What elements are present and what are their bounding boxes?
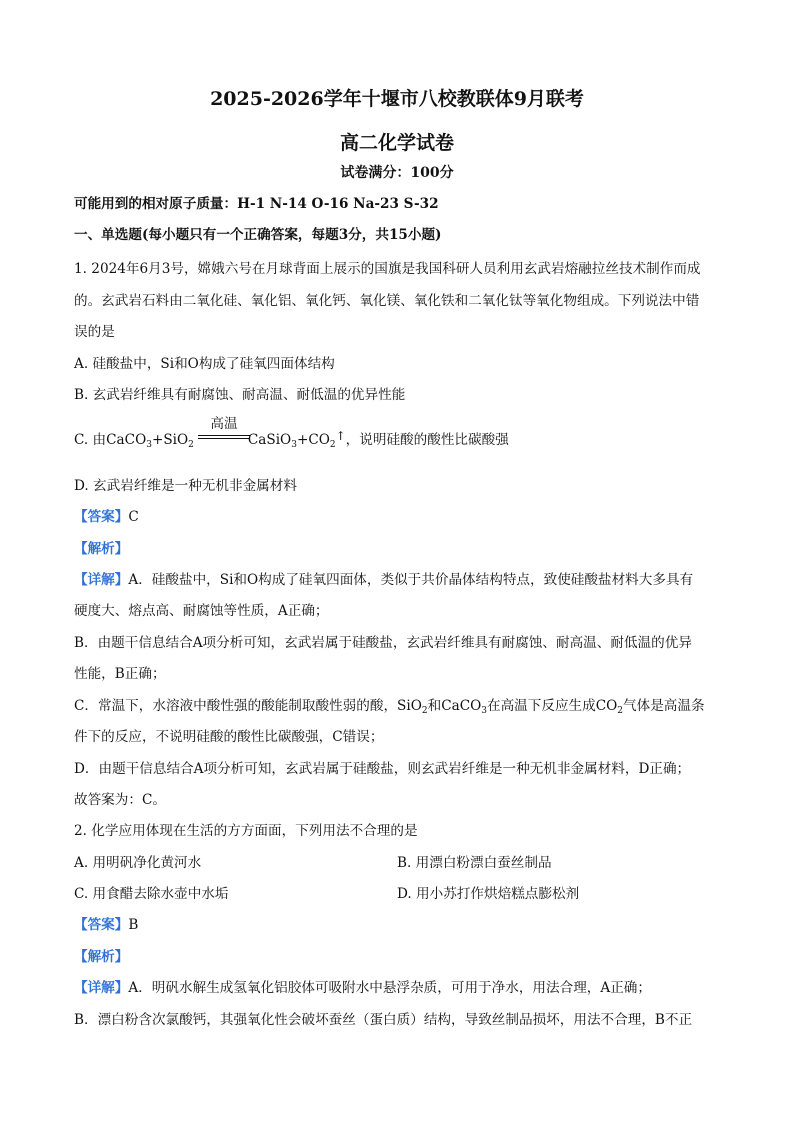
detail-text: 和CaCO <box>427 698 482 714</box>
subscript: 3 <box>481 706 487 716</box>
q1-answer <box>74 507 139 527</box>
option-c-prefix: C. 由 <box>74 432 107 448</box>
detail-text: C．常温下，水溶液中酸性强的酸能制取酸性弱的酸，SiO <box>74 698 422 714</box>
detail-text: A．硅酸盐中，Si和O构成了硅氧四面体，类似于共价晶体结构特点，致使硅酸盐材料大多具有 <box>128 572 694 588</box>
subscript: 3 <box>146 440 152 450</box>
q2-option-a: A. 用明矾净化黄河水 <box>74 855 202 871</box>
q2-answer <box>74 915 138 935</box>
section-heading: 一、单选题(每小题只有一个正确答案，每题3分，共15小题) <box>74 227 442 243</box>
q1-detail-line-5 <box>74 696 705 721</box>
exam-subtitle: 高二化学试卷 <box>339 132 454 154</box>
answer-value: B <box>128 917 139 933</box>
answer-value: C <box>128 509 139 525</box>
reactant-sio2: +SiO <box>151 432 189 448</box>
q2-option-c: C. 用食醋去除水壶中水垢 <box>74 886 229 902</box>
q1-detail-line-8: 故答案为：C。 <box>74 792 166 808</box>
subscript: 2 <box>421 706 428 716</box>
q2-option-d: D. 用小苏打作烘焙糕点膨松剂 <box>397 886 580 902</box>
atomic-masses: 可能用到的相对原子质量：H-1 N-14 O-16 Na-23 S-32 <box>74 196 439 212</box>
q2-stem: 2. 化学应用体现在生活的方方面面，下列用法不合理的是 <box>74 823 418 839</box>
q2-option-b: B. 用漂白粉漂白蚕丝制品 <box>397 855 552 871</box>
gas-arrow-icon: ↑ <box>335 429 346 443</box>
product-casio3: CaSiO <box>247 432 292 448</box>
q1-stem-line-3: 误的是 <box>74 324 115 340</box>
option-c-suffix: ，说明硅酸的酸性比碳酸强 <box>345 432 509 448</box>
q1-option-d: D. 玄武岩纤维是一种无机非金属材料 <box>74 478 297 494</box>
detail-text: A．明矾水解生成氢氧化铝胶体可吸附水中悬浮杂质，可用于净水，用法合理，A正确； <box>128 980 651 996</box>
answer-tag: 【答案】 <box>74 917 129 933</box>
detail-tag: 【详解】 <box>74 980 129 996</box>
answer-tag: 【答案】 <box>74 509 129 525</box>
q2-detail-line-2: B．漂白粉含次氯酸钙，其强氧化性会破坏蚕丝（蛋白质）结构，导致丝制品损坏，用法不合理，B不正 <box>74 1012 693 1028</box>
detail-tag: 【详解】 <box>74 572 129 588</box>
q1-analysis-tag: 【解析】 <box>74 541 129 557</box>
reaction-equation <box>74 428 509 450</box>
detail-text: 气体是高温条 <box>623 698 705 714</box>
q1-stem-line-1: 1. 2024年6月3号，嫦娥六号在月球背面上展示的国旗是我国科研人员利用玄武岩熔融拉丝技术制作而成 <box>74 261 701 277</box>
q1-detail-line-3: B．由题干信息结合A项分析可知，玄武岩属于硅酸盐，玄武岩纤维具有耐腐蚀、耐高温、耐低温的优异 <box>74 635 692 651</box>
q2-analysis-tag: 【解析】 <box>74 949 129 965</box>
q1-detail-line-1 <box>74 570 693 590</box>
q1-option-b: B. 玄武岩纤维具有耐腐蚀、耐高温、耐低温的优异性能 <box>74 387 406 403</box>
q1-detail-line-2: 硬度大、熔点高、耐腐蚀等性质，A正确； <box>74 603 329 619</box>
subscript: 2 <box>617 706 624 716</box>
detail-text: 在高温下反应生成CO <box>487 698 618 714</box>
q1-option-a: A. 硅酸盐中，Si和O构成了硅氧四面体结构 <box>74 356 335 372</box>
subscript: 2 <box>188 440 194 450</box>
q1-detail-line-6: 件下的反应，不说明硅酸的酸性比碳酸强，C错误； <box>74 729 384 745</box>
reactant-caco3: CaCO <box>106 432 147 448</box>
subscript: 3 <box>291 440 297 450</box>
exam-title: 2025-2026学年十堰市八校教联体9月联考 <box>210 88 584 110</box>
q1-stem-line-2: 的。玄武岩石料由二氧化硅、氧化铝、氧化钙、氧化镁、氧化铁和二氧化钛等氧化物组成。下列说法中错 <box>74 293 700 309</box>
subscript: 2 <box>329 440 336 450</box>
product-co2: +CO <box>296 432 330 448</box>
exam-score: 试卷满分：100分 <box>340 165 454 181</box>
reaction-condition: 高温 <box>210 416 238 432</box>
q1-detail-line-7: D．由题干信息结合A项分析可知，玄武岩属于硅酸盐，则玄武岩纤维是一种无机非金属材料，D正确； <box>74 761 691 777</box>
q1-detail-line-4: 性能，B正确； <box>74 666 166 682</box>
q2-detail-line-1 <box>74 978 651 998</box>
